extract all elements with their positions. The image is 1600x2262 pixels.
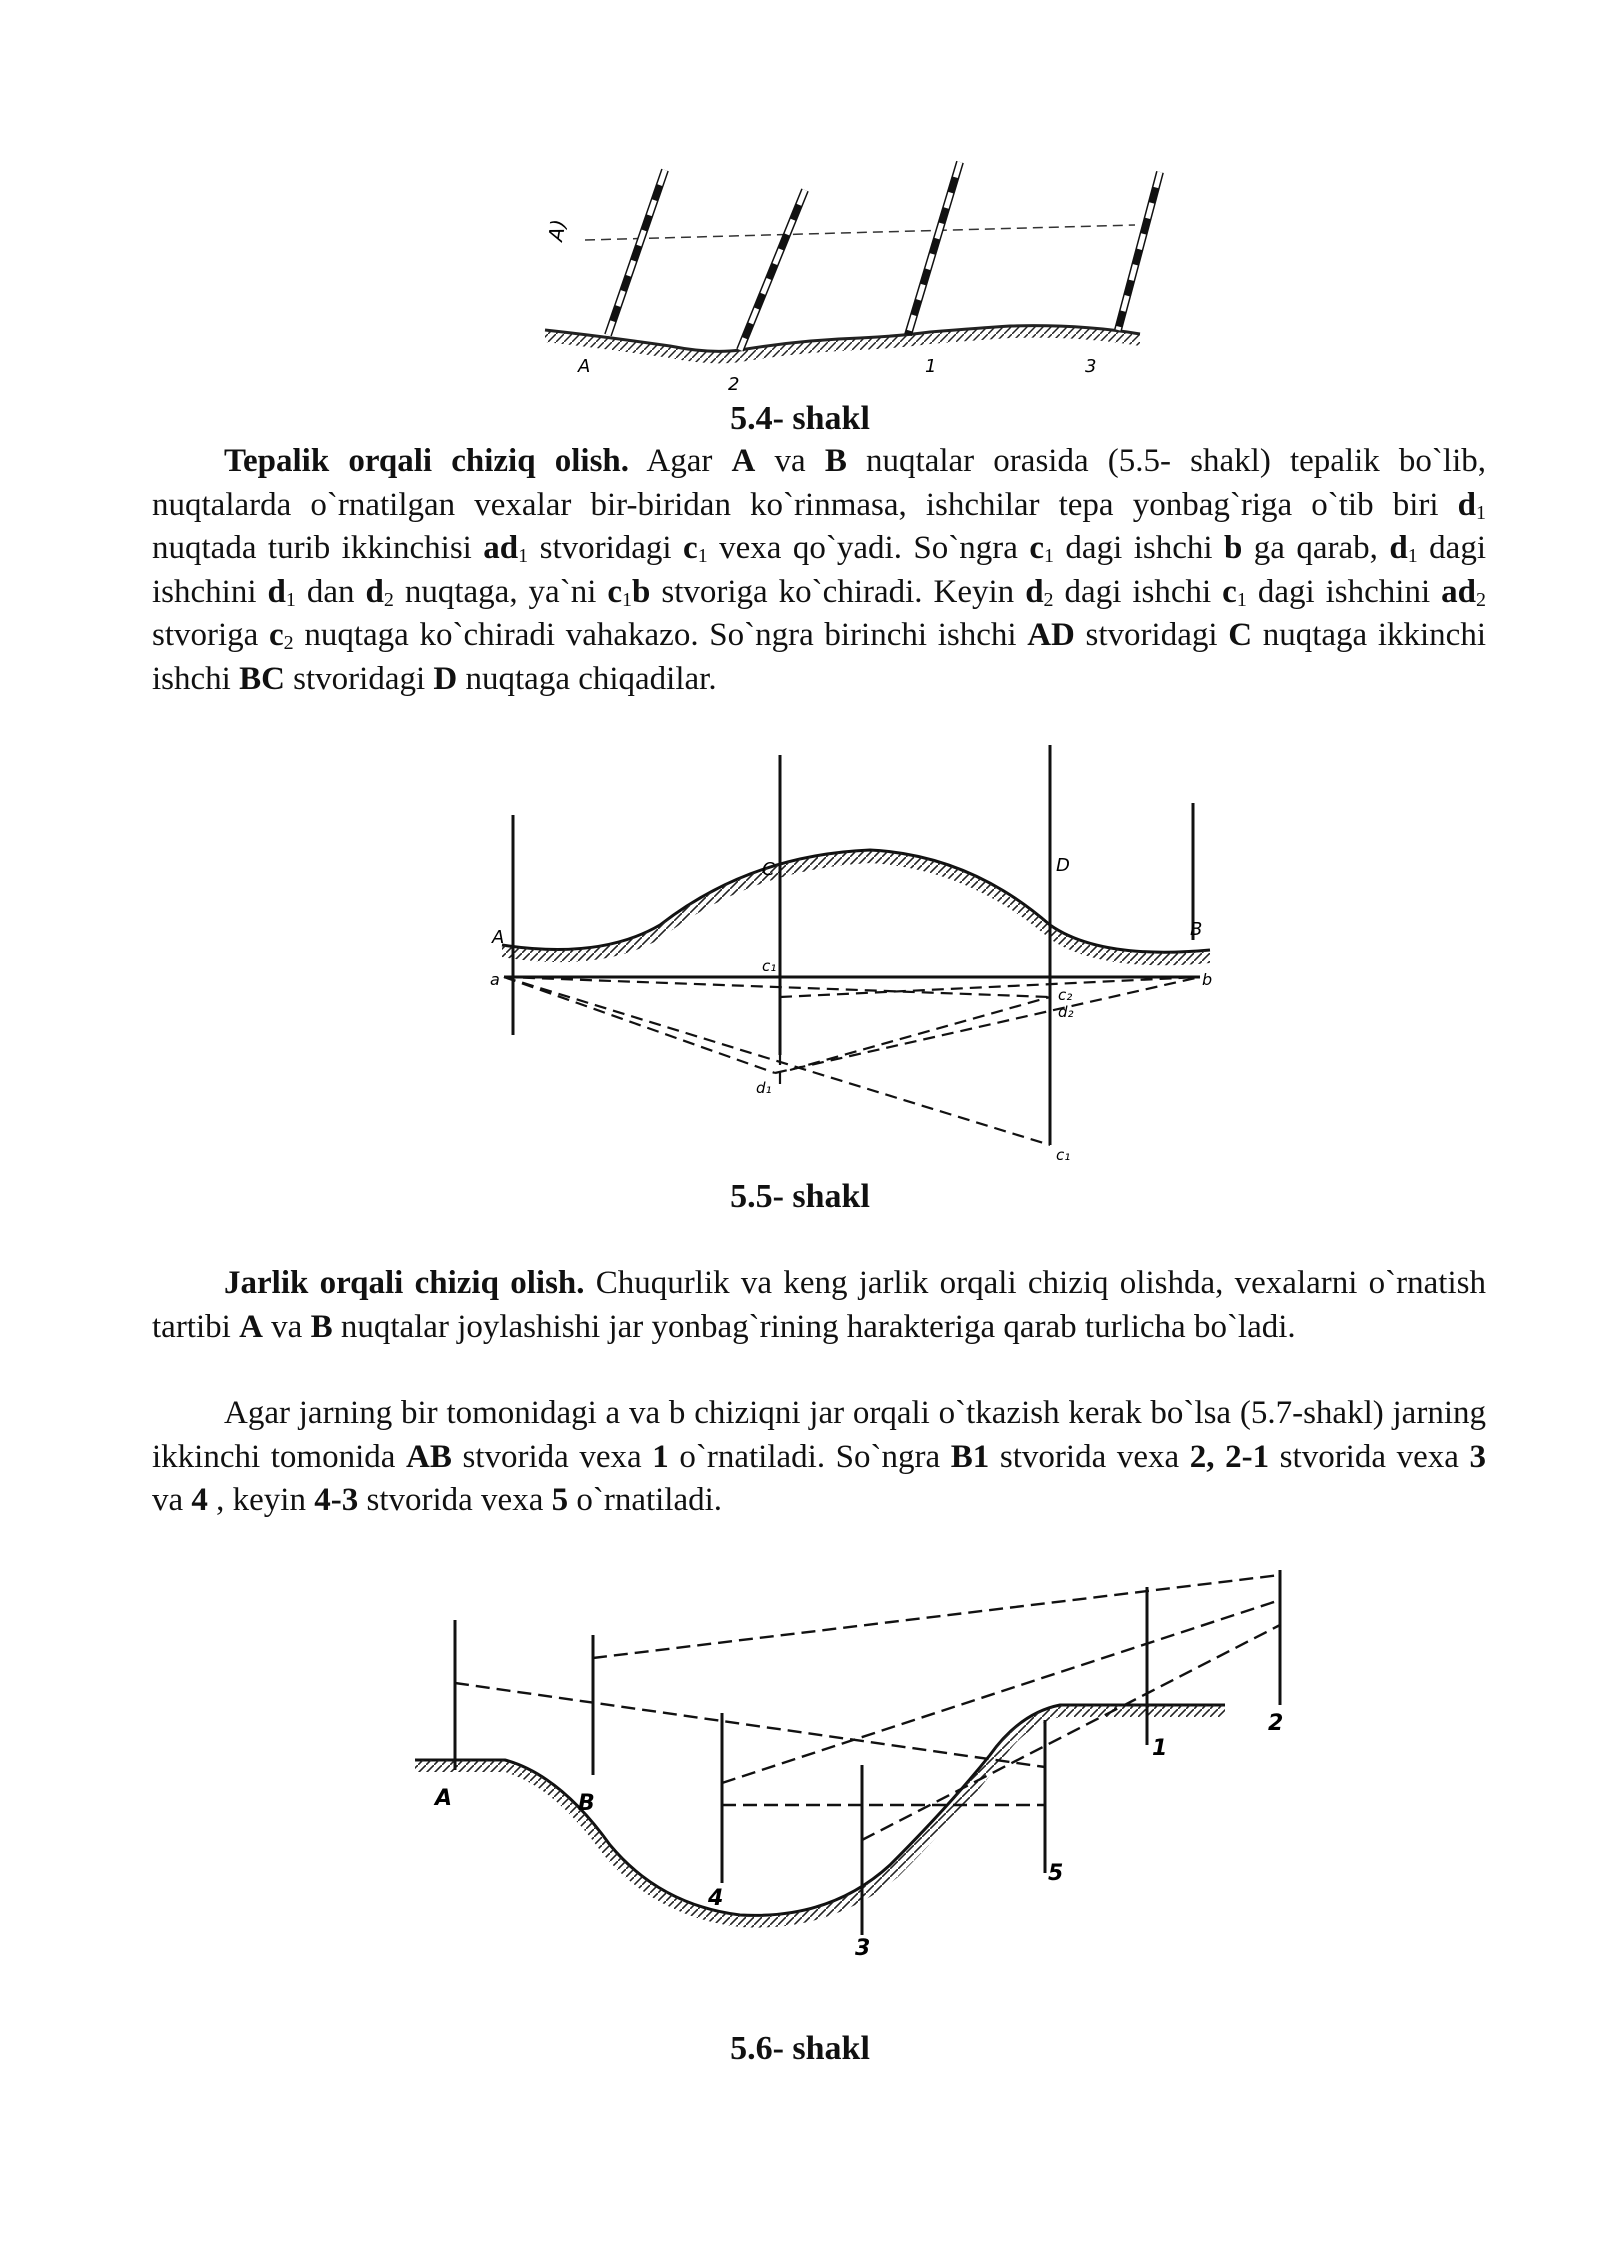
hill-hatch (502, 850, 1210, 965)
ranging-rod (608, 170, 665, 335)
heading-ravine-ranging: Jarlik orqali chiziq olish. (224, 1265, 585, 1301)
label-5: 5 (1048, 1861, 1064, 1886)
label-b-lower: b (1202, 970, 1213, 989)
label-c: C (762, 859, 775, 880)
label-c1-right: c₁ (1056, 1146, 1071, 1164)
caption-fig-5-5: 5.5- shakl (730, 1178, 870, 1215)
label-1: 1 (1152, 1736, 1168, 1761)
label-b: B (578, 1791, 595, 1816)
paragraph-ravine-steps: Agar jarning bir tomonidagi a va b chiziqni jar orqali o`tkazish kerak bo`lsa (5.7-shakl) jarning ikkinchi tomonida AB stvorida vexa 1 o`rnatiladi. So`ngra B1 stvorida vexa 2, 2-1 stvorida vexa 3 va 4 , keyin 4-3 stvorida vexa 5 o`rnatiladi. (152, 1395, 1487, 1518)
heading-hill-ranging: Tepalik orqali chiziq olish. (224, 443, 630, 479)
caption-fig-5-4: 5.4- shakl (730, 400, 870, 437)
hill-profile (502, 850, 1210, 952)
caption-fig-5-6: 5.6- shakl (730, 2030, 870, 2067)
paragraph-hill-ranging: Tepalik orqali chiziq olish. Agar A va B nuqtalar orasida (5.5- shakl) tepalik bo`lib, nuqtalarda o`rnatilgan vexalar bir-biridan ko`rinmasa, ishchilar tepa yonbag`riga o`tib biri $d_1$ nuqtada turib ikkinchisi $ad_1$ stvoridagi $c_1$ vexa qo`yadi. So`ngra $c_1$ dagi ishchi b ga qarab, $d_1$ dagi ishchini $d_1$ dan $d_2$ nuqtaga, ya`ni $c_1b$ stvoriga ko`chiradi. Keyin $d_2$ dagi ishchi $c_1$ dagi ishchini $ad_2$ stvoriga $c_2$ nuqtaga ko`chiradi vahakazo. So`ngra birinchi ishchi AD stvoridagi C nuqtaga ikkinchi ishchi BC stvoridagi D nuqtaga chiqadilar. (152, 443, 1487, 697)
figure-5-4-ranging-rods (540, 150, 1180, 400)
figure-5-5-hill-ranging (490, 745, 1220, 1175)
rod-label-a: A) (543, 217, 571, 243)
label-b-upper: B (1190, 919, 1203, 940)
ranging-rod (740, 190, 805, 350)
figure-5-6-ravine-ranging (410, 1565, 1310, 1985)
point-label-2: 2 (728, 374, 740, 395)
ranging-rod (1118, 172, 1160, 330)
label-4: 4 (708, 1886, 724, 1911)
label-2: 2 (1268, 1711, 1284, 1736)
label-3: 3 (855, 1936, 871, 1961)
point-label-1: 1 (925, 356, 937, 377)
label-c2: c₂ (1058, 986, 1073, 1004)
label-d: D (1056, 855, 1070, 876)
sight-line (585, 225, 1135, 240)
paragraph-ravine-ranging: Jarlik orqali chiziq olish. Chuqurlik va keng jarlik orqali chiziq olishda, vexalarni o`rnatish tartibi A va B nuqtalar joylashishi jar yonbag`rining harakteriga qarab turlicha bo`ladi. (152, 1265, 1486, 1345)
label-a-upper: A (492, 927, 505, 948)
label-c1: c₁ (762, 957, 777, 975)
point-label-3: 3 (1085, 356, 1097, 377)
ravine-hatch (415, 1705, 1225, 1928)
ground-hatch (545, 326, 1140, 364)
ravine-profile (415, 1705, 1225, 1915)
label-d2: d₂ (1058, 1003, 1074, 1021)
label-a-lower: a (490, 970, 500, 989)
point-label-a: A (578, 356, 591, 377)
ranging-rod (908, 162, 960, 335)
label-d1: d₁ (756, 1079, 772, 1097)
label-a: A (435, 1786, 453, 1811)
